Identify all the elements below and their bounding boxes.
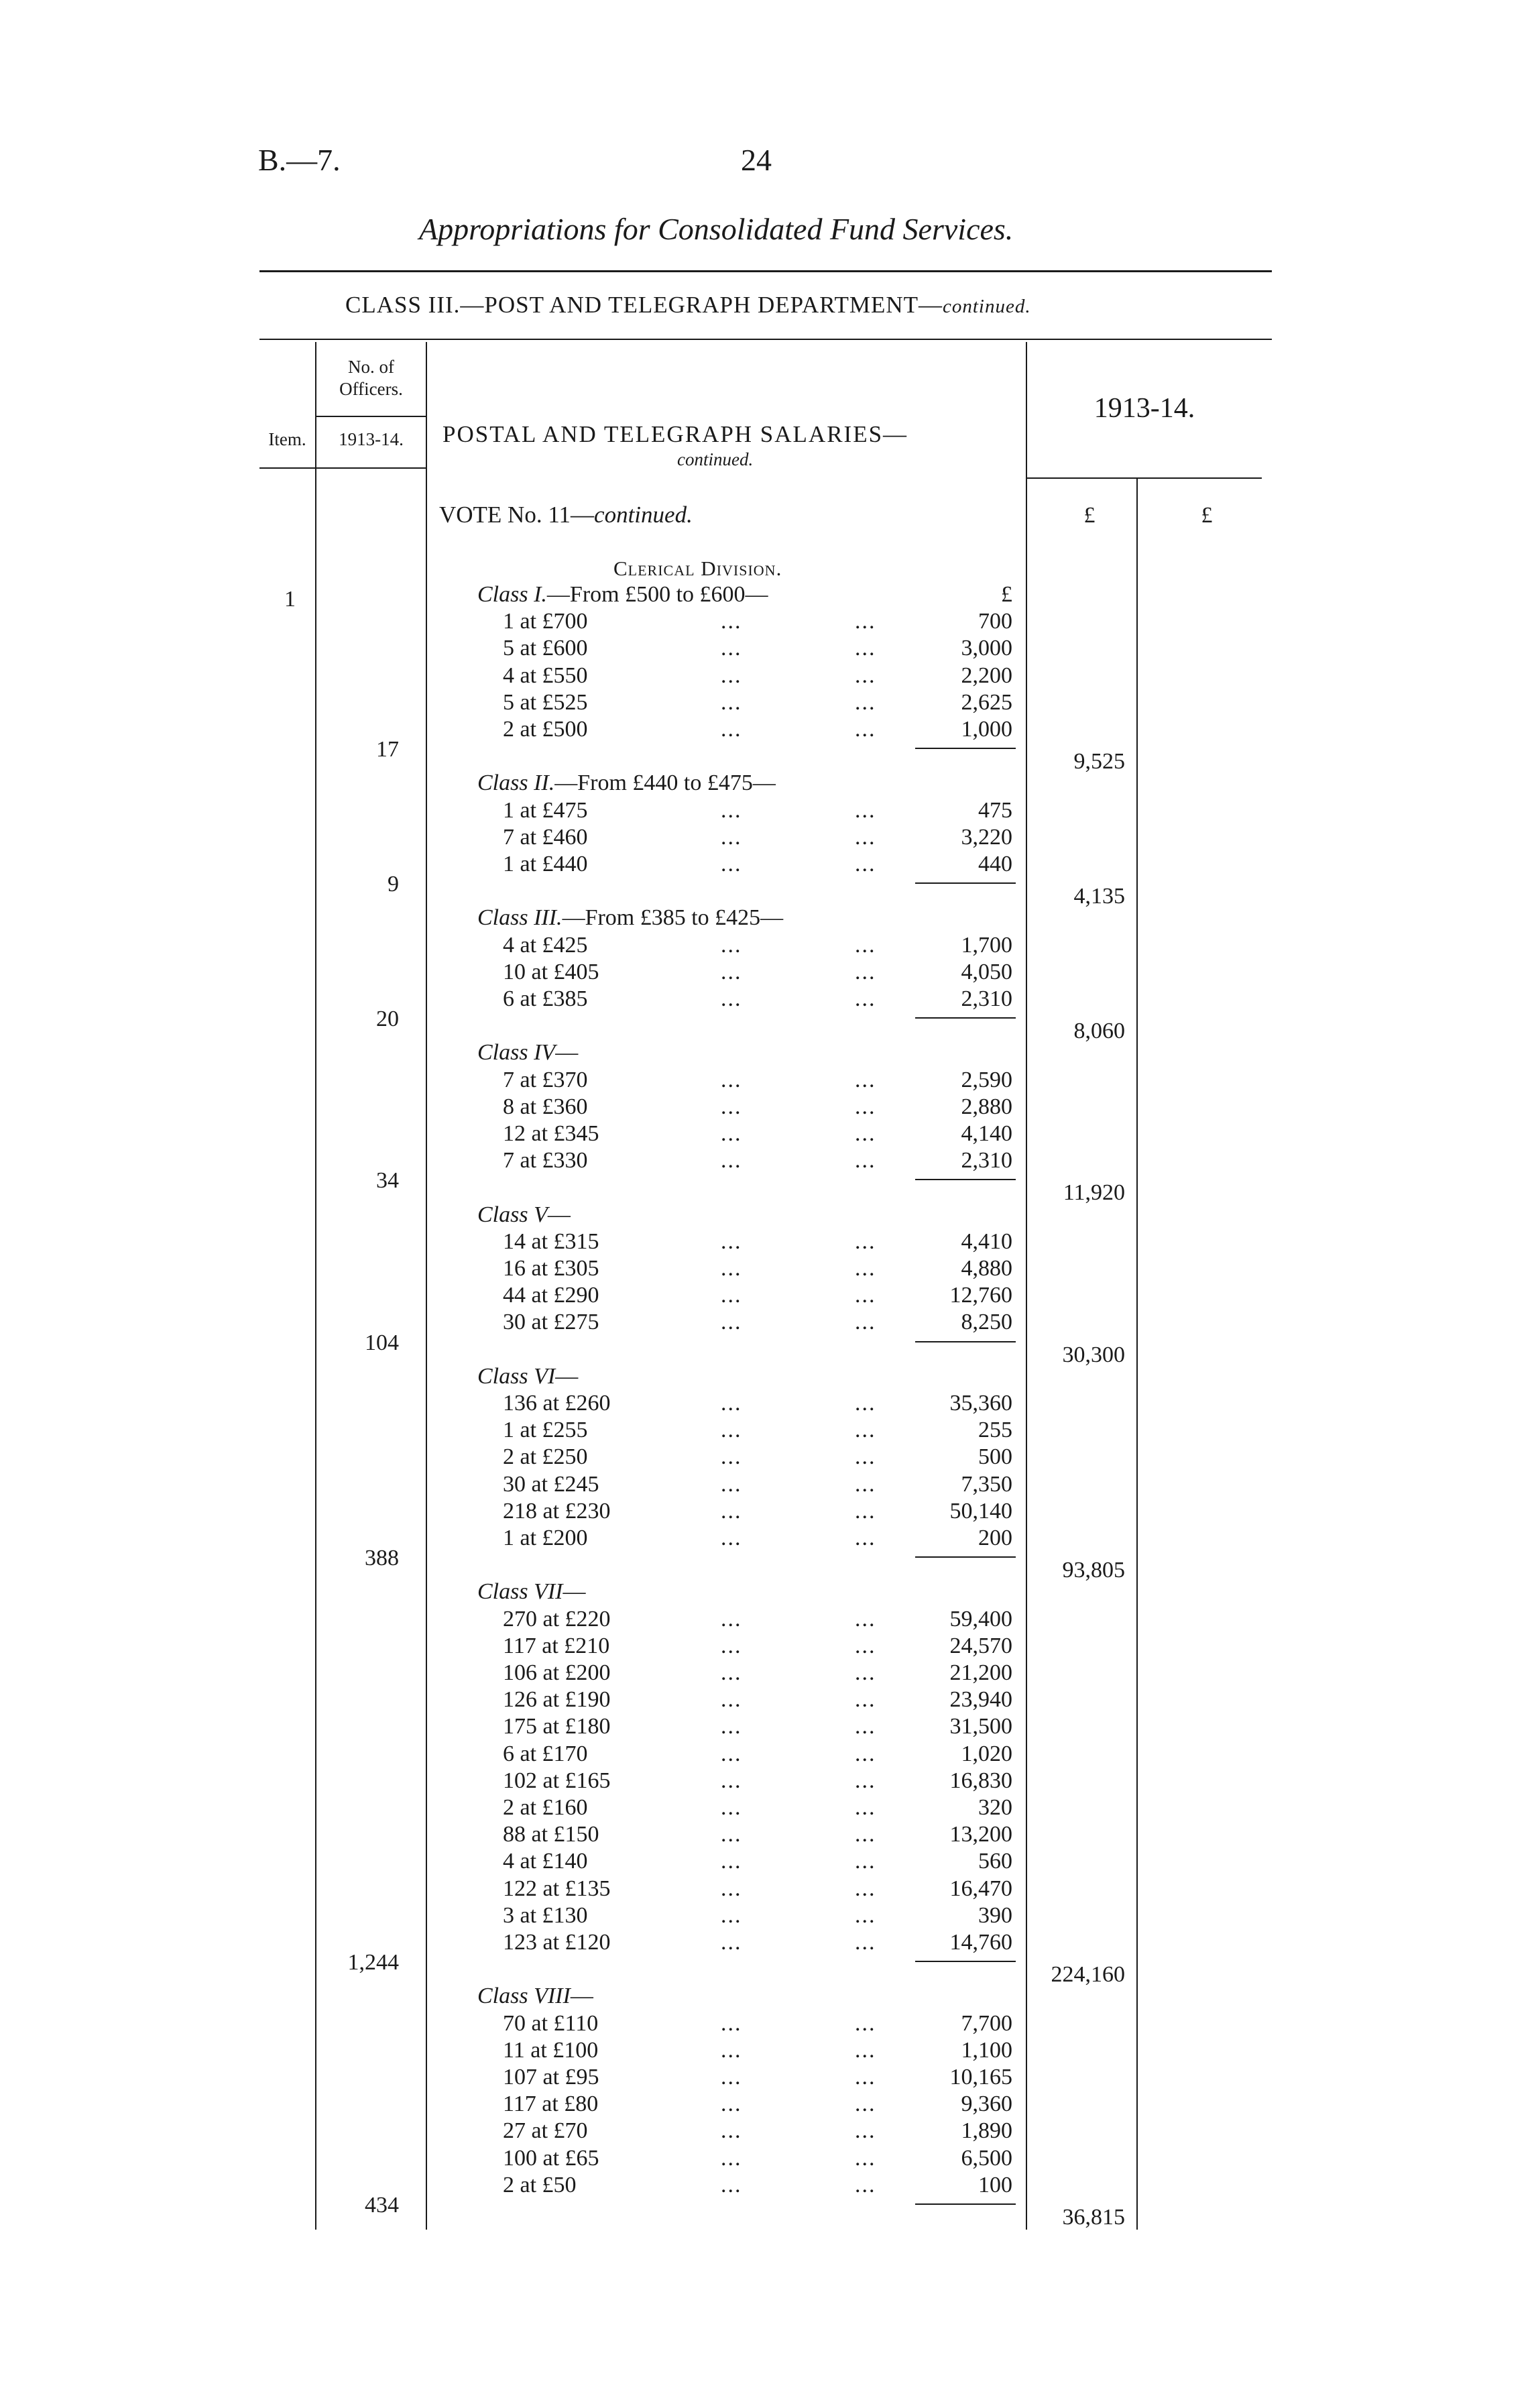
- rate-label: 44 at £290: [503, 1283, 599, 1308]
- class-title: Class I.: [477, 582, 547, 607]
- leader-dots: ...: [855, 1148, 876, 1173]
- leader-dots: ...: [855, 959, 876, 984]
- rate-label: 14 at £315: [503, 1228, 599, 1254]
- leader-dots: ...: [721, 2172, 742, 2197]
- leader-dots: ...: [721, 1310, 742, 1335]
- rate-label: 7 at £330: [503, 1148, 588, 1173]
- rate-label: 27 at £70: [503, 2118, 588, 2144]
- leader-dots: ...: [855, 1660, 876, 1685]
- sum-rule: [915, 1341, 1016, 1342]
- leader-dots: ...: [855, 1606, 876, 1631]
- class-title: Class VII: [477, 1579, 563, 1605]
- rate-amount: 475: [978, 797, 1012, 823]
- leader-dots: ...: [721, 1418, 742, 1443]
- leader-dots: ...: [721, 2091, 742, 2117]
- rate-label: 2 at £160: [503, 1795, 588, 1820]
- rate-label: 6 at £385: [503, 986, 588, 1011]
- rate-amount: 16,470: [949, 1876, 1012, 1901]
- year-header-rule: [1027, 477, 1262, 479]
- leader-dots: ...: [721, 1256, 742, 1281]
- rate-label: 4 at £425: [503, 932, 588, 958]
- leader-dots: ...: [855, 2010, 876, 2036]
- leader-dots: ...: [855, 1633, 876, 1658]
- officers-count: 9: [388, 872, 399, 897]
- leader-dots: ...: [855, 1687, 876, 1713]
- class-title-line: [477, 905, 783, 931]
- rate-label: 136 at £260: [503, 1391, 611, 1416]
- rate-amount: 4,410: [961, 1228, 1012, 1254]
- rate-amount: 23,940: [949, 1687, 1012, 1713]
- rate-label: 4 at £550: [503, 663, 588, 688]
- rate-amount: 8,250: [961, 1310, 1012, 1335]
- class-range: —From £500 to £600—: [546, 582, 768, 607]
- class-total: 30,300: [1062, 1342, 1125, 1367]
- description-header-continued: continued.: [677, 449, 754, 469]
- leader-dots: ...: [855, 2091, 876, 2117]
- class-range: —From £385 to £425—: [562, 905, 784, 931]
- rate-amount: 4,880: [961, 1256, 1012, 1281]
- leader-dots: ...: [855, 1741, 876, 1766]
- class-title: Class V: [477, 1202, 548, 1227]
- officers-header-line2: Officers.: [339, 379, 403, 399]
- class-title-line: [477, 1984, 593, 2009]
- rate-label: 10 at £405: [503, 959, 599, 984]
- leader-dots: ...: [855, 1768, 876, 1793]
- rate-label: 4 at £140: [503, 1849, 588, 1874]
- rate-label: 102 at £165: [503, 1768, 611, 1793]
- rate-label: 106 at £200: [503, 1660, 611, 1685]
- rate-label: 2 at £250: [503, 1444, 588, 1470]
- rate-amount: 2,310: [961, 1148, 1012, 1173]
- leader-dots: ...: [721, 2145, 742, 2171]
- rate-amount: 13,200: [949, 1822, 1012, 1847]
- rate-amount: 7,350: [961, 1471, 1012, 1497]
- item-header-rule: [259, 467, 316, 469]
- class-title-line: [477, 582, 768, 608]
- leader-dots: ...: [721, 1741, 742, 1766]
- leader-dots: ...: [855, 1498, 876, 1524]
- class-title-line: [477, 1364, 578, 1389]
- rate-label: 270 at £220: [503, 1606, 611, 1631]
- rate-label: 8 at £360: [503, 1094, 588, 1119]
- amount-column-rule: [1026, 342, 1027, 2230]
- leader-dots: ...: [855, 1256, 876, 1281]
- rate-label: 126 at £190: [503, 1687, 611, 1713]
- leader-dots: ...: [855, 1795, 876, 1820]
- class-title-line: [477, 1579, 586, 1605]
- rate-amount: 440: [978, 852, 1012, 876]
- rate-amount: 390: [978, 1902, 1012, 1928]
- description-header: POSTAL AND TELEGRAPH SALARIES—: [442, 421, 908, 447]
- sum-rule: [915, 748, 1016, 749]
- leader-dots: ...: [721, 1822, 742, 1847]
- leader-dots: ...: [721, 824, 742, 850]
- leader-dots: ...: [721, 1795, 742, 1820]
- class-range: —: [570, 1984, 593, 2009]
- officers-header-rule: [316, 416, 426, 417]
- leader-dots: ...: [855, 1310, 876, 1335]
- rate-amount: 2,310: [961, 986, 1012, 1011]
- leader-dots: ...: [855, 2145, 876, 2171]
- rate-label: 16 at £305: [503, 1256, 599, 1281]
- leader-dots: ...: [721, 1768, 742, 1793]
- rate-amount: 560: [978, 1849, 1012, 1874]
- rate-amount: 31,500: [949, 1714, 1012, 1739]
- leader-dots: ...: [721, 932, 742, 958]
- leader-dots: ...: [855, 1228, 876, 1254]
- leader-dots: ...: [721, 689, 742, 715]
- rate-amount: 1,100: [961, 2037, 1012, 2063]
- rate-label: 218 at £230: [503, 1498, 611, 1524]
- leader-dots: ...: [721, 1498, 742, 1524]
- leader-dots: ...: [721, 1606, 742, 1631]
- rate-amount: 1,700: [961, 932, 1012, 958]
- class-title: Class VI: [477, 1363, 556, 1389]
- rate-label: 1 at £475: [503, 797, 588, 823]
- rate-label: 88 at £150: [503, 1822, 599, 1847]
- rate-label: 1 at £255: [503, 1418, 588, 1443]
- leader-dots: ...: [721, 1121, 742, 1146]
- leader-dots: ...: [721, 1849, 742, 1874]
- rate-label: 7 at £460: [503, 824, 588, 850]
- leader-dots: ...: [721, 1930, 742, 1955]
- class-range: —: [555, 1363, 579, 1389]
- class-total: 8,060: [1073, 1019, 1125, 1044]
- rate-label: 3 at £130: [503, 1902, 588, 1928]
- officers-count: 34: [376, 1168, 399, 1194]
- rate-label: 117 at £80: [503, 2091, 599, 2117]
- officers-year-rule: [316, 467, 426, 469]
- leader-dots: ...: [855, 932, 876, 958]
- class-title-line: [477, 1202, 571, 1228]
- rate-label: 107 at £95: [503, 2065, 599, 2089]
- sum-rule: [915, 1961, 1016, 1962]
- leader-dots: ...: [721, 2065, 742, 2089]
- page-reference: B.—7.: [258, 143, 341, 177]
- class-title-line: [477, 770, 776, 796]
- class-title: Class VIII: [477, 1984, 571, 2009]
- rate-amount: 59,400: [949, 1606, 1012, 1631]
- leader-dots: ...: [855, 1526, 876, 1550]
- leader-dots: ...: [721, 1902, 742, 1928]
- leader-dots: ...: [855, 2037, 876, 2063]
- rate-label: 5 at £525: [503, 689, 588, 715]
- officers-count: 1,244: [347, 1950, 399, 1975]
- heading-rule: [259, 339, 1272, 340]
- leader-dots: ...: [721, 663, 742, 688]
- rate-label: 30 at £245: [503, 1471, 599, 1497]
- leader-dots: ...: [721, 852, 742, 876]
- rate-amount: 12,760: [949, 1283, 1012, 1308]
- rate-label: 122 at £135: [503, 1876, 611, 1901]
- leader-dots: ...: [855, 1444, 876, 1470]
- class-range: —: [563, 1579, 586, 1605]
- rate-label: 2 at £50: [503, 2172, 577, 2197]
- rate-amount: 4,140: [961, 1121, 1012, 1146]
- leader-dots: ...: [721, 1067, 742, 1092]
- rate-amount: 700: [978, 609, 1012, 634]
- rate-amount: 500: [978, 1444, 1012, 1470]
- rate-label: 1 at £200: [503, 1526, 588, 1550]
- rate-amount: 1,000: [961, 717, 1012, 742]
- rate-label: 7 at £370: [503, 1067, 588, 1092]
- leader-dots: ...: [855, 609, 876, 634]
- class-title-line: [477, 1040, 578, 1066]
- rate-amount: 35,360: [949, 1391, 1012, 1416]
- rate-amount: 14,760: [949, 1930, 1012, 1955]
- class-heading-suffix: continued.: [942, 296, 1031, 317]
- officers-count: 20: [376, 1007, 399, 1032]
- rate-amount: 50,140: [949, 1498, 1012, 1524]
- leader-dots: ...: [721, 636, 742, 661]
- leader-dots: ...: [721, 1094, 742, 1119]
- leader-dots: ...: [721, 1687, 742, 1713]
- sum-rule: [915, 2203, 1016, 2205]
- sum-rule: [915, 1556, 1016, 1558]
- officers-header-line1: No. of: [348, 357, 394, 377]
- leader-dots: ...: [855, 797, 876, 823]
- rate-label: 123 at £120: [503, 1930, 611, 1955]
- page-title: Appropriations for Consolidated Fund Services.: [419, 212, 1014, 246]
- rate-amount: 2,625: [961, 689, 1012, 715]
- sum-rule: [915, 882, 1016, 884]
- leader-dots: ...: [721, 609, 742, 634]
- class-title: Class III.: [477, 905, 563, 931]
- leader-dots: ...: [855, 1471, 876, 1497]
- leader-dots: ...: [721, 2118, 742, 2144]
- leader-dots: ...: [855, 1067, 876, 1092]
- rate-amount: 10,165: [949, 2065, 1012, 2089]
- leader-dots: ...: [855, 1283, 876, 1308]
- vote-label: VOTE No. 11—: [439, 502, 595, 528]
- rate-amount: 21,200: [949, 1660, 1012, 1685]
- class-title: Class IV: [477, 1040, 556, 1066]
- leader-dots: ...: [855, 1418, 876, 1443]
- leader-dots: ...: [855, 1121, 876, 1146]
- year-header: 1913-14.: [1094, 393, 1195, 424]
- rate-amount: 200: [978, 1526, 1012, 1550]
- officers-count: 388: [365, 1546, 399, 1571]
- rate-amount: 2,590: [961, 1067, 1012, 1092]
- leader-dots: ...: [721, 1633, 742, 1658]
- currency-total: £: [1201, 503, 1213, 528]
- class-heading-main: CLASS III.—POST AND TELEGRAPH DEPARTMENT—: [345, 292, 943, 318]
- rate-label: 30 at £275: [503, 1310, 599, 1335]
- class-total: 224,160: [1051, 1962, 1125, 1988]
- rate-amount: 9,360: [961, 2091, 1012, 2117]
- officers-count: 17: [376, 737, 399, 762]
- class-heading: [345, 292, 1031, 319]
- officers-year-header: 1913-14.: [339, 429, 404, 449]
- rate-amount: 6,500: [961, 2145, 1012, 2171]
- rate-amount: 255: [978, 1418, 1012, 1443]
- subtotal-column-rule: [1136, 477, 1138, 2230]
- class-total: 9,525: [1073, 749, 1125, 775]
- leader-dots: ...: [855, 986, 876, 1011]
- sum-rule: [915, 1017, 1016, 1019]
- leader-dots: ...: [721, 986, 742, 1011]
- leader-dots: ...: [855, 2065, 876, 2089]
- rate-amount: 1,020: [961, 1741, 1012, 1766]
- class-total: 11,920: [1063, 1180, 1125, 1206]
- rate-amount: 2,200: [961, 663, 1012, 688]
- leader-dots: ...: [855, 1876, 876, 1901]
- item-number: 1: [284, 587, 296, 612]
- leader-dots: ...: [721, 1444, 742, 1470]
- leader-dots: ...: [855, 689, 876, 715]
- leader-dots: ...: [855, 663, 876, 688]
- rate-label: 1 at £700: [503, 609, 588, 634]
- rate-amount: 2,880: [961, 1094, 1012, 1119]
- leader-dots: ...: [855, 717, 876, 742]
- rate-amount: 3,000: [961, 636, 1012, 661]
- leader-dots: ...: [721, 1391, 742, 1416]
- class-range: —: [555, 1040, 579, 1066]
- leader-dots: ...: [721, 1471, 742, 1497]
- rate-label: 117 at £210: [503, 1633, 610, 1658]
- rate-amount: 100: [978, 2172, 1012, 2197]
- leader-dots: ...: [855, 2118, 876, 2144]
- class-range: —From £440 to £475—: [554, 770, 776, 796]
- vote-continued: continued.: [594, 502, 693, 528]
- rate-amount: 7,700: [961, 2010, 1012, 2036]
- sum-rule: [915, 1179, 1016, 1180]
- title-rule: [259, 270, 1272, 272]
- class-range: —: [547, 1202, 571, 1227]
- leader-dots: ...: [855, 1391, 876, 1416]
- leader-dots: ...: [721, 1714, 742, 1739]
- division-heading: Clerical Division.: [613, 557, 782, 580]
- leader-dots: ...: [721, 1526, 742, 1550]
- rate-label: 175 at £180: [503, 1714, 611, 1739]
- leader-dots: ...: [721, 1660, 742, 1685]
- class-total: 93,805: [1062, 1558, 1125, 1583]
- class-title: Class II.: [477, 770, 555, 796]
- leader-dots: ...: [721, 1876, 742, 1901]
- currency-sub: £: [1083, 503, 1096, 528]
- class-total: 36,815: [1062, 2205, 1125, 2230]
- rate-amount: 320: [978, 1795, 1012, 1820]
- leader-dots: ...: [721, 1283, 742, 1308]
- leader-dots: ...: [721, 2010, 742, 2036]
- leader-dots: ...: [721, 959, 742, 984]
- leader-dots: ...: [721, 797, 742, 823]
- leader-dots: ...: [721, 717, 742, 742]
- leader-dots: ...: [855, 1902, 876, 1928]
- rate-label: 12 at £345: [503, 1121, 599, 1146]
- leader-dots: ...: [855, 824, 876, 850]
- rate-label: 70 at £110: [503, 2010, 599, 2036]
- leader-dots: ...: [855, 852, 876, 876]
- officers-column-rule: [426, 342, 427, 2230]
- leader-dots: ...: [855, 1822, 876, 1847]
- page-number: 24: [741, 143, 772, 177]
- leader-dots: ...: [855, 1714, 876, 1739]
- item-header: Item.: [268, 429, 306, 449]
- leader-dots: ...: [721, 2037, 742, 2063]
- item-column-rule: [315, 342, 316, 2230]
- leader-dots: ...: [855, 1849, 876, 1874]
- rate-amount: 3,220: [961, 824, 1012, 850]
- leader-dots: ...: [855, 2172, 876, 2197]
- rate-amount: 1,890: [961, 2118, 1012, 2144]
- rate-label: 11 at £100: [503, 2037, 599, 2063]
- rate-label: 6 at £170: [503, 1741, 588, 1766]
- leader-dots: ...: [855, 1094, 876, 1119]
- rate-label: 1 at £440: [503, 852, 588, 876]
- rate-label: 5 at £600: [503, 636, 588, 661]
- leader-dots: ...: [855, 1930, 876, 1955]
- leader-dots: ...: [721, 1148, 742, 1173]
- rate-label: 100 at £65: [503, 2145, 599, 2171]
- vote-line: [439, 502, 693, 528]
- leader-dots: ...: [721, 1228, 742, 1254]
- leader-dots: ...: [855, 636, 876, 661]
- rate-amount: 24,570: [949, 1633, 1012, 1658]
- rate-amount: 4,050: [961, 959, 1012, 984]
- rate-label: 2 at £500: [503, 717, 588, 742]
- officers-count: 434: [365, 2193, 399, 2218]
- officers-count: 104: [365, 1330, 399, 1355]
- column-currency: £: [1001, 582, 1012, 607]
- class-total: 4,135: [1073, 884, 1125, 909]
- rate-amount: 16,830: [949, 1768, 1012, 1793]
